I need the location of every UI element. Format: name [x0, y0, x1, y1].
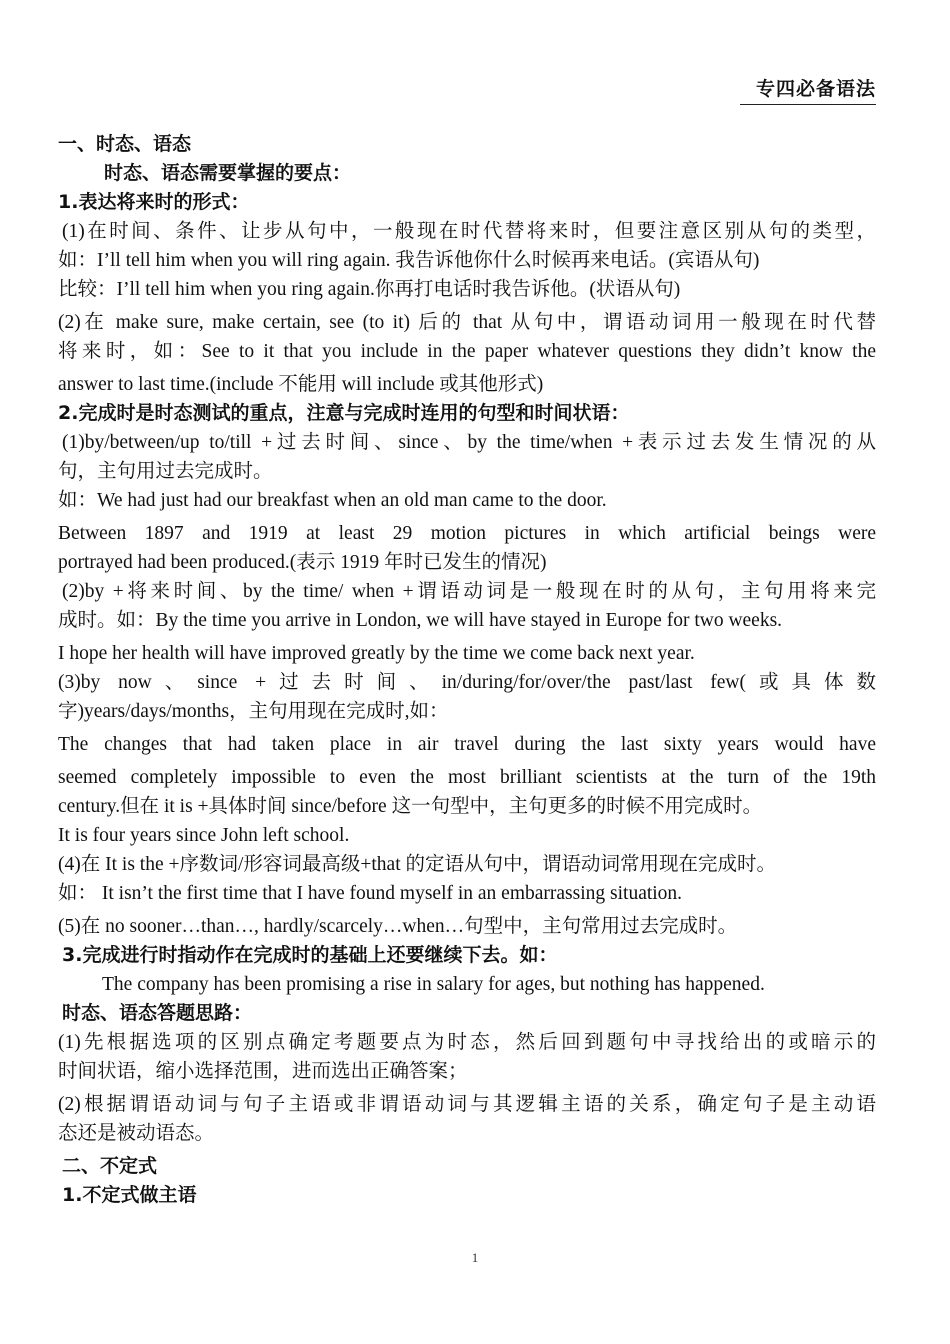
- subheading-answer-strategy: 时态、语态答题思路：: [62, 1002, 253, 1024]
- text-line: (4)在 It is the +序数词/形容词最高级+that 的定语从句中，谓语动词常用现在完成时。: [58, 854, 777, 875]
- text-line: 如：We had just had our breakfast when an old man came to the door.: [58, 490, 607, 511]
- text-line: The changes that had taken place in air travel during the last sixty years would have: [58, 734, 876, 755]
- text-line: seemed completely impossible to even the most brilliant scientists at the turn of the 19th: [58, 767, 876, 788]
- text-line: 态还是被动语态。: [58, 1123, 215, 1144]
- text-line: 比较：I’ll tell him when you ring again.你再打电话时我告诉他。(状语从句): [58, 279, 681, 300]
- text-line: 时间状语，缩小选择范围，进而选出正确答案；: [58, 1061, 468, 1082]
- text-line: (2)在 make sure, make certain, see (to it) 后的 that 从句中，谓语动词用一般现在时代替: [58, 312, 876, 333]
- running-header: 专四必备语法: [740, 74, 876, 105]
- text-line: portrayed had been produced.(表示 1919 年时已发生的情况): [58, 552, 547, 573]
- text-line: I hope her health will have improved greatly by the time we come back next year.: [58, 643, 695, 664]
- page-number: 1: [471, 1250, 479, 1265]
- text-line: century.但在 it is +具体时间 since/before 这一句型中，主句更多的时候不用完成时。: [58, 796, 763, 817]
- text-line: (3)by now、since +过去时间、in/during/for/over/the past/last few(或具体数: [58, 672, 876, 693]
- text-line: 字)years/days/months，主句用现在完成时,如：: [58, 701, 449, 722]
- text-line: 句，主句用过去完成时。: [58, 461, 273, 482]
- text-line: (2)by +将来时间、by the time/ when +谓语动词是一般现在时的从句，主句用将来完: [62, 581, 876, 602]
- text-line: It is four years since John left school.: [58, 825, 350, 846]
- text-line: 成时。如：By the time you arrive in London, we will have stayed in Europe for two weeks.: [58, 610, 783, 631]
- text-line: (1)先根据选项的区别点确定考题要点为时态，然后回到题句中寻找给出的或暗示的: [58, 1032, 876, 1053]
- point-heading-perfect-continuous: 3.完成进行时指动作在完成时的基础上还要继续下去。如：: [62, 944, 558, 966]
- text-line: 如： It isn’t the first time that I have found myself in an embarrassing situation.: [58, 883, 683, 904]
- point-heading-future-forms: 1.表达将来时的形式：: [58, 191, 250, 213]
- text-line: (2)根据谓语动词与句子主语或非谓语动词与其逻辑主语的关系，确定句子是主动语: [58, 1094, 876, 1115]
- text-line: (1)在时间、条件、让步从句中，一般现在时代替将来时，但要注意区别从句的类型，: [62, 221, 876, 242]
- text-line: Between 1897 and 1919 at least 29 motion pictures in which artificial beings were: [58, 523, 876, 544]
- subheading-key-points: 时态、语态需要掌握的要点：: [104, 162, 352, 184]
- section-heading-infinitive: 二、不定式: [62, 1155, 158, 1177]
- text-line: (1)by/between/up to/till +过去时间、since、by the time/when +表示过去发生情况的从: [62, 432, 876, 453]
- document-body: [58, 128, 876, 1210]
- text-line: 将来时，如：See to it that you include in the paper whatever questions they didn’t know the: [58, 341, 876, 362]
- text-line: The company has been promising a rise in salary for ages, but nothing has happened.: [102, 974, 765, 995]
- text-line: 如：I’ll tell him when you will ring again. 我告诉他你什么时候再来电话。(宾语从句): [58, 250, 760, 271]
- section-heading-tense-voice: 一、时态、语态: [58, 133, 192, 155]
- point-heading-infinitive-subject: 1.不定式做主语: [62, 1184, 197, 1206]
- text-line: answer to last time.(include 不能用 will include 或其他形式): [58, 374, 544, 395]
- point-heading-perfect-tense: 2.完成时是时态测试的重点，注意与完成时连用的句型和时间状语：: [58, 402, 630, 424]
- text-line: (5)在 no sooner…than…, hardly/scarcely…when…句型中，主句常用过去完成时。: [58, 916, 738, 937]
